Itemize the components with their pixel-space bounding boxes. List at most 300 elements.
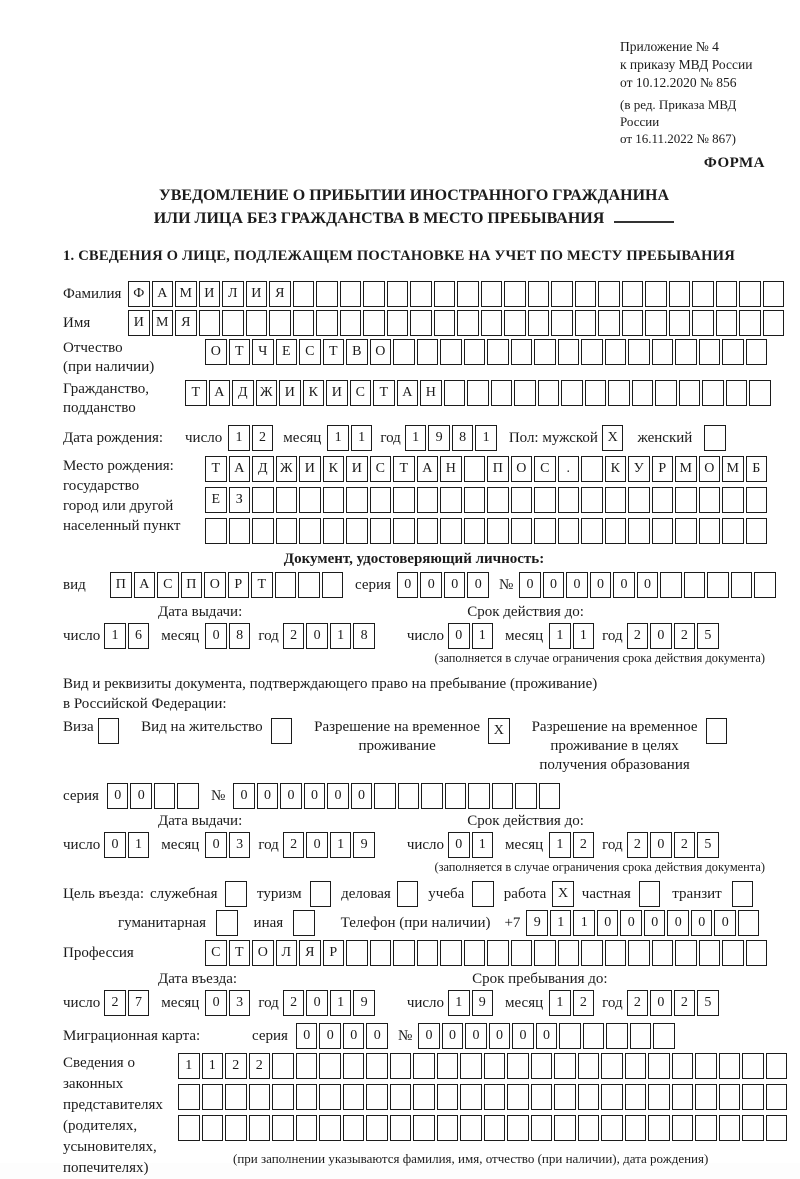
char-cell[interactable]	[507, 1053, 529, 1079]
char-cell[interactable]	[648, 1115, 670, 1141]
res-valid-day-cells[interactable]	[448, 832, 495, 858]
char-cell[interactable]: 8	[452, 425, 474, 451]
birthplace-cells-row2[interactable]	[205, 487, 769, 513]
char-cell[interactable]	[440, 940, 462, 966]
char-cell[interactable]: П	[181, 572, 203, 598]
char-cell[interactable]: Т	[185, 380, 207, 406]
char-cell[interactable]: Я	[175, 310, 197, 336]
char-cell[interactable]	[363, 310, 385, 336]
entry-month-cells[interactable]	[205, 990, 252, 1016]
char-cell[interactable]: 9	[472, 990, 494, 1016]
char-cell[interactable]: 1	[330, 990, 352, 1016]
char-cell[interactable]	[699, 940, 721, 966]
char-cell[interactable]	[393, 339, 415, 365]
char-cell[interactable]	[319, 1084, 341, 1110]
char-cell[interactable]	[225, 1084, 247, 1110]
char-cell[interactable]	[695, 1084, 717, 1110]
char-cell[interactable]: 0	[418, 1023, 440, 1049]
char-cell[interactable]	[434, 281, 456, 307]
char-cell[interactable]: 0	[597, 910, 619, 936]
char-cell[interactable]	[202, 1084, 224, 1110]
checkbox-cell[interactable]	[293, 910, 315, 936]
surname-cells[interactable]	[128, 281, 786, 307]
char-cell[interactable]: М	[722, 456, 744, 482]
char-cell[interactable]	[319, 1053, 341, 1079]
char-cell[interactable]	[319, 1115, 341, 1141]
char-cell[interactable]	[628, 487, 650, 513]
char-cell[interactable]	[205, 518, 227, 544]
checkbox-cell[interactable]	[216, 910, 238, 936]
char-cell[interactable]: Я	[269, 281, 291, 307]
char-cell[interactable]	[366, 1084, 388, 1110]
char-cell[interactable]	[437, 1084, 459, 1110]
char-cell[interactable]: 2	[104, 990, 126, 1016]
char-cell[interactable]: 0	[489, 1023, 511, 1049]
char-cell[interactable]: М	[152, 310, 174, 336]
char-cell[interactable]: 0	[130, 783, 152, 809]
char-cell[interactable]	[296, 1084, 318, 1110]
char-cell[interactable]	[534, 518, 556, 544]
char-cell[interactable]	[487, 339, 509, 365]
char-cell[interactable]: 0	[327, 783, 349, 809]
char-cell[interactable]	[252, 487, 274, 513]
char-cell[interactable]: 0	[566, 572, 588, 598]
char-cell[interactable]	[484, 1084, 506, 1110]
char-cell[interactable]: Р	[228, 572, 250, 598]
char-cell[interactable]	[413, 1115, 435, 1141]
char-cell[interactable]	[625, 1084, 647, 1110]
char-cell[interactable]	[293, 310, 315, 336]
temp-residence-checkbox[interactable]	[488, 718, 512, 744]
res-valid-year-cells[interactable]	[627, 832, 721, 858]
birthplace-cells-row3[interactable]	[205, 518, 769, 544]
char-cell[interactable]	[178, 1115, 200, 1141]
char-cell[interactable]	[417, 339, 439, 365]
char-cell[interactable]	[252, 518, 274, 544]
purpose-official-checkbox[interactable]	[225, 881, 249, 907]
char-cell[interactable]: Т	[393, 456, 415, 482]
char-cell[interactable]: 0	[104, 832, 126, 858]
checkbox-cell[interactable]	[397, 881, 419, 907]
char-cell[interactable]: С	[299, 339, 321, 365]
char-cell[interactable]: П	[487, 456, 509, 482]
char-cell[interactable]: 0	[442, 1023, 464, 1049]
res-issue-month-cells[interactable]	[205, 832, 252, 858]
char-cell[interactable]	[581, 339, 603, 365]
char-cell[interactable]	[272, 1053, 294, 1079]
patronymic-cells[interactable]	[205, 339, 769, 365]
char-cell[interactable]	[601, 1053, 623, 1079]
char-cell[interactable]	[457, 310, 479, 336]
char-cell[interactable]	[487, 518, 509, 544]
char-cell[interactable]	[343, 1084, 365, 1110]
char-cell[interactable]: Р	[652, 456, 674, 482]
char-cell[interactable]: 1	[472, 832, 494, 858]
char-cell[interactable]	[707, 572, 729, 598]
doc-issue-day-cells[interactable]	[104, 623, 151, 649]
char-cell[interactable]: О	[252, 940, 274, 966]
char-cell[interactable]: М	[175, 281, 197, 307]
char-cell[interactable]	[374, 783, 396, 809]
char-cell[interactable]: 0	[397, 572, 419, 598]
char-cell[interactable]: 0	[306, 623, 328, 649]
char-cell[interactable]	[322, 572, 344, 598]
char-cell[interactable]	[531, 1053, 553, 1079]
char-cell[interactable]	[648, 1084, 670, 1110]
char-cell[interactable]: 1	[472, 623, 494, 649]
char-cell[interactable]	[692, 281, 714, 307]
char-cell[interactable]: 2	[674, 990, 696, 1016]
char-cell[interactable]	[699, 487, 721, 513]
char-cell[interactable]: 2	[249, 1053, 271, 1079]
char-cell[interactable]	[669, 310, 691, 336]
char-cell[interactable]: 5	[697, 990, 719, 1016]
char-cell[interactable]: К	[323, 456, 345, 482]
char-cell[interactable]	[272, 1115, 294, 1141]
char-cell[interactable]	[559, 1023, 581, 1049]
char-cell[interactable]	[554, 1053, 576, 1079]
char-cell[interactable]	[393, 940, 415, 966]
char-cell[interactable]	[719, 1084, 741, 1110]
char-cell[interactable]	[722, 339, 744, 365]
char-cell[interactable]: Н	[420, 380, 442, 406]
char-cell[interactable]	[601, 1084, 623, 1110]
char-cell[interactable]	[460, 1084, 482, 1110]
char-cell[interactable]: Е	[205, 487, 227, 513]
firstname-cells[interactable]	[128, 310, 786, 336]
char-cell[interactable]	[558, 940, 580, 966]
char-cell[interactable]: И	[299, 456, 321, 482]
char-cell[interactable]: 2	[252, 425, 274, 451]
char-cell[interactable]	[608, 380, 630, 406]
char-cell[interactable]: 0	[448, 623, 470, 649]
char-cell[interactable]: Б	[746, 456, 768, 482]
char-cell[interactable]	[695, 1115, 717, 1141]
char-cell[interactable]	[558, 339, 580, 365]
char-cell[interactable]: 0	[691, 910, 713, 936]
char-cell[interactable]: Д	[252, 456, 274, 482]
char-cell[interactable]	[275, 572, 297, 598]
char-cell[interactable]	[437, 1115, 459, 1141]
char-cell[interactable]	[440, 518, 462, 544]
purpose-humanitarian-checkbox[interactable]	[216, 910, 240, 936]
guardians-cells-row2[interactable]	[178, 1084, 789, 1110]
char-cell[interactable]: 0	[637, 572, 659, 598]
char-cell[interactable]	[763, 281, 785, 307]
char-cell[interactable]	[511, 339, 533, 365]
char-cell[interactable]	[434, 310, 456, 336]
char-cell[interactable]: Т	[205, 456, 227, 482]
birthplace-cells-row1[interactable]	[205, 456, 769, 482]
checkbox-cell[interactable]	[225, 881, 247, 907]
purpose-study-checkbox[interactable]	[472, 881, 496, 907]
char-cell[interactable]	[669, 281, 691, 307]
char-cell[interactable]: 1	[573, 910, 595, 936]
doc-series-cells[interactable]	[397, 572, 491, 598]
char-cell[interactable]	[323, 487, 345, 513]
char-cell[interactable]: 0	[304, 783, 326, 809]
char-cell[interactable]	[323, 518, 345, 544]
char-cell[interactable]	[511, 518, 533, 544]
char-cell[interactable]: 0	[650, 623, 672, 649]
char-cell[interactable]: А	[134, 572, 156, 598]
char-cell[interactable]: О	[511, 456, 533, 482]
char-cell[interactable]	[539, 783, 561, 809]
char-cell[interactable]	[622, 281, 644, 307]
checkbox-cell[interactable]	[732, 881, 754, 907]
char-cell[interactable]	[628, 940, 650, 966]
char-cell[interactable]: 7	[128, 990, 150, 1016]
char-cell[interactable]	[440, 339, 462, 365]
char-cell[interactable]: 2	[225, 1053, 247, 1079]
char-cell[interactable]	[742, 1115, 764, 1141]
char-cell[interactable]: 3	[229, 990, 251, 1016]
char-cell[interactable]: Ф	[128, 281, 150, 307]
char-cell[interactable]	[492, 783, 514, 809]
char-cell[interactable]	[763, 310, 785, 336]
char-cell[interactable]	[652, 518, 674, 544]
char-cell[interactable]	[554, 1084, 576, 1110]
char-cell[interactable]	[464, 518, 486, 544]
char-cell[interactable]	[645, 310, 667, 336]
char-cell[interactable]	[390, 1053, 412, 1079]
char-cell[interactable]: Л	[276, 940, 298, 966]
char-cell[interactable]	[583, 1023, 605, 1049]
char-cell[interactable]	[437, 1053, 459, 1079]
char-cell[interactable]	[679, 380, 701, 406]
char-cell[interactable]: 1	[549, 623, 571, 649]
char-cell[interactable]	[722, 518, 744, 544]
char-cell[interactable]	[464, 456, 486, 482]
char-cell[interactable]	[417, 487, 439, 513]
char-cell[interactable]: Т	[229, 940, 251, 966]
char-cell[interactable]	[511, 487, 533, 513]
char-cell[interactable]	[515, 783, 537, 809]
char-cell[interactable]: У	[628, 456, 650, 482]
char-cell[interactable]	[754, 572, 776, 598]
char-cell[interactable]	[410, 310, 432, 336]
char-cell[interactable]	[581, 487, 603, 513]
char-cell[interactable]	[528, 310, 550, 336]
char-cell[interactable]	[605, 487, 627, 513]
char-cell[interactable]	[413, 1053, 435, 1079]
char-cell[interactable]: 0	[650, 832, 672, 858]
char-cell[interactable]: 2	[674, 623, 696, 649]
char-cell[interactable]	[296, 1053, 318, 1079]
char-cell[interactable]	[672, 1115, 694, 1141]
char-cell[interactable]	[370, 487, 392, 513]
char-cell[interactable]	[606, 1023, 628, 1049]
char-cell[interactable]	[645, 281, 667, 307]
char-cell[interactable]	[575, 310, 597, 336]
char-cell[interactable]: 0	[205, 990, 227, 1016]
char-cell[interactable]	[363, 281, 385, 307]
sex-male-checkbox[interactable]	[602, 425, 626, 451]
mig-number-cells[interactable]	[418, 1023, 677, 1049]
res-series-cells[interactable]	[107, 783, 201, 809]
char-cell[interactable]	[632, 380, 654, 406]
char-cell[interactable]	[340, 281, 362, 307]
char-cell[interactable]: 0	[714, 910, 736, 936]
char-cell[interactable]: С	[157, 572, 179, 598]
char-cell[interactable]: 9	[526, 910, 548, 936]
char-cell[interactable]	[581, 518, 603, 544]
char-cell[interactable]	[154, 783, 176, 809]
doc-number-cells[interactable]	[519, 572, 778, 598]
char-cell[interactable]	[464, 940, 486, 966]
res-issue-day-cells[interactable]	[104, 832, 151, 858]
phone-cells[interactable]	[526, 910, 761, 936]
char-cell[interactable]	[534, 487, 556, 513]
char-cell[interactable]: 6	[128, 623, 150, 649]
char-cell[interactable]: 0	[613, 572, 635, 598]
char-cell[interactable]	[581, 940, 603, 966]
char-cell[interactable]	[719, 1053, 741, 1079]
char-cell[interactable]	[575, 281, 597, 307]
char-cell[interactable]	[421, 783, 443, 809]
char-cell[interactable]: 0	[107, 783, 129, 809]
char-cell[interactable]	[578, 1053, 600, 1079]
char-cell[interactable]	[222, 310, 244, 336]
checkbox-cell[interactable]	[310, 881, 332, 907]
char-cell[interactable]: 0	[205, 623, 227, 649]
char-cell[interactable]	[481, 281, 503, 307]
char-cell[interactable]	[491, 380, 513, 406]
char-cell[interactable]	[742, 1084, 764, 1110]
char-cell[interactable]: И	[326, 380, 348, 406]
char-cell[interactable]: О	[205, 339, 227, 365]
checkbox-cell[interactable]: X	[488, 718, 510, 744]
char-cell[interactable]: Т	[251, 572, 273, 598]
char-cell[interactable]	[605, 518, 627, 544]
char-cell[interactable]	[739, 310, 761, 336]
char-cell[interactable]: Е	[276, 339, 298, 365]
char-cell[interactable]	[393, 487, 415, 513]
doc-valid-year-cells[interactable]	[627, 623, 721, 649]
char-cell[interactable]: И	[346, 456, 368, 482]
char-cell[interactable]	[746, 487, 768, 513]
char-cell[interactable]: 1	[202, 1053, 224, 1079]
char-cell[interactable]: 0	[233, 783, 255, 809]
temp-residence-edu-checkbox[interactable]	[706, 718, 730, 744]
char-cell[interactable]: 0	[620, 910, 642, 936]
char-cell[interactable]	[746, 518, 768, 544]
stay-year-cells[interactable]	[627, 990, 721, 1016]
char-cell[interactable]	[457, 281, 479, 307]
char-cell[interactable]	[625, 1053, 647, 1079]
char-cell[interactable]: 0	[319, 1023, 341, 1049]
char-cell[interactable]	[276, 518, 298, 544]
char-cell[interactable]	[675, 518, 697, 544]
char-cell[interactable]	[749, 380, 771, 406]
char-cell[interactable]: 9	[428, 425, 450, 451]
citizenship-cells[interactable]	[185, 380, 773, 406]
mig-series-cells[interactable]	[296, 1023, 390, 1049]
char-cell[interactable]: 1	[405, 425, 427, 451]
char-cell[interactable]	[628, 518, 650, 544]
char-cell[interactable]	[393, 518, 415, 544]
char-cell[interactable]	[648, 1053, 670, 1079]
sex-female-checkbox[interactable]	[704, 425, 728, 451]
char-cell[interactable]	[675, 487, 697, 513]
char-cell[interactable]: 8	[353, 623, 375, 649]
char-cell[interactable]	[534, 339, 556, 365]
char-cell[interactable]	[484, 1115, 506, 1141]
char-cell[interactable]	[766, 1115, 788, 1141]
entry-day-cells[interactable]	[104, 990, 151, 1016]
char-cell[interactable]	[531, 1115, 553, 1141]
checkbox-cell[interactable]: X	[552, 881, 574, 907]
char-cell[interactable]	[652, 339, 674, 365]
char-cell[interactable]	[719, 1115, 741, 1141]
char-cell[interactable]	[551, 281, 573, 307]
char-cell[interactable]: 2	[674, 832, 696, 858]
char-cell[interactable]	[398, 783, 420, 809]
char-cell[interactable]: Ж	[256, 380, 278, 406]
char-cell[interactable]: 2	[573, 832, 595, 858]
char-cell[interactable]: С	[370, 456, 392, 482]
char-cell[interactable]	[387, 310, 409, 336]
char-cell[interactable]: 1	[327, 425, 349, 451]
char-cell[interactable]: К	[605, 456, 627, 482]
char-cell[interactable]	[628, 339, 650, 365]
char-cell[interactable]	[417, 940, 439, 966]
char-cell[interactable]	[346, 487, 368, 513]
char-cell[interactable]	[766, 1084, 788, 1110]
char-cell[interactable]: 3	[229, 832, 251, 858]
char-cell[interactable]: 0	[351, 783, 373, 809]
char-cell[interactable]	[464, 339, 486, 365]
char-cell[interactable]: Т	[373, 380, 395, 406]
char-cell[interactable]	[276, 487, 298, 513]
char-cell[interactable]: 0	[280, 783, 302, 809]
char-cell[interactable]: 0	[306, 832, 328, 858]
char-cell[interactable]	[531, 1084, 553, 1110]
char-cell[interactable]	[511, 940, 533, 966]
char-cell[interactable]: 0	[205, 832, 227, 858]
char-cell[interactable]: 0	[465, 1023, 487, 1049]
char-cell[interactable]: 0	[519, 572, 541, 598]
char-cell[interactable]	[440, 487, 462, 513]
checkbox-cell[interactable]: X	[602, 425, 624, 451]
char-cell[interactable]: 5	[697, 623, 719, 649]
char-cell[interactable]: 0	[650, 990, 672, 1016]
res-valid-month-cells[interactable]	[549, 832, 596, 858]
char-cell[interactable]	[699, 339, 721, 365]
char-cell[interactable]	[538, 380, 560, 406]
char-cell[interactable]: 0	[543, 572, 565, 598]
char-cell[interactable]	[507, 1115, 529, 1141]
char-cell[interactable]	[561, 380, 583, 406]
char-cell[interactable]: 0	[444, 572, 466, 598]
char-cell[interactable]: С	[205, 940, 227, 966]
char-cell[interactable]	[445, 783, 467, 809]
char-cell[interactable]	[293, 281, 315, 307]
char-cell[interactable]: 0	[420, 572, 442, 598]
char-cell[interactable]: 0	[536, 1023, 558, 1049]
char-cell[interactable]	[340, 310, 362, 336]
purpose-business-checkbox[interactable]	[397, 881, 421, 907]
char-cell[interactable]	[366, 1115, 388, 1141]
char-cell[interactable]	[722, 940, 744, 966]
purpose-private-checkbox[interactable]	[639, 881, 663, 907]
char-cell[interactable]	[246, 310, 268, 336]
char-cell[interactable]: Д	[232, 380, 254, 406]
char-cell[interactable]: 1	[549, 990, 571, 1016]
char-cell[interactable]	[766, 1053, 788, 1079]
char-cell[interactable]: Н	[440, 456, 462, 482]
char-cell[interactable]	[343, 1053, 365, 1079]
